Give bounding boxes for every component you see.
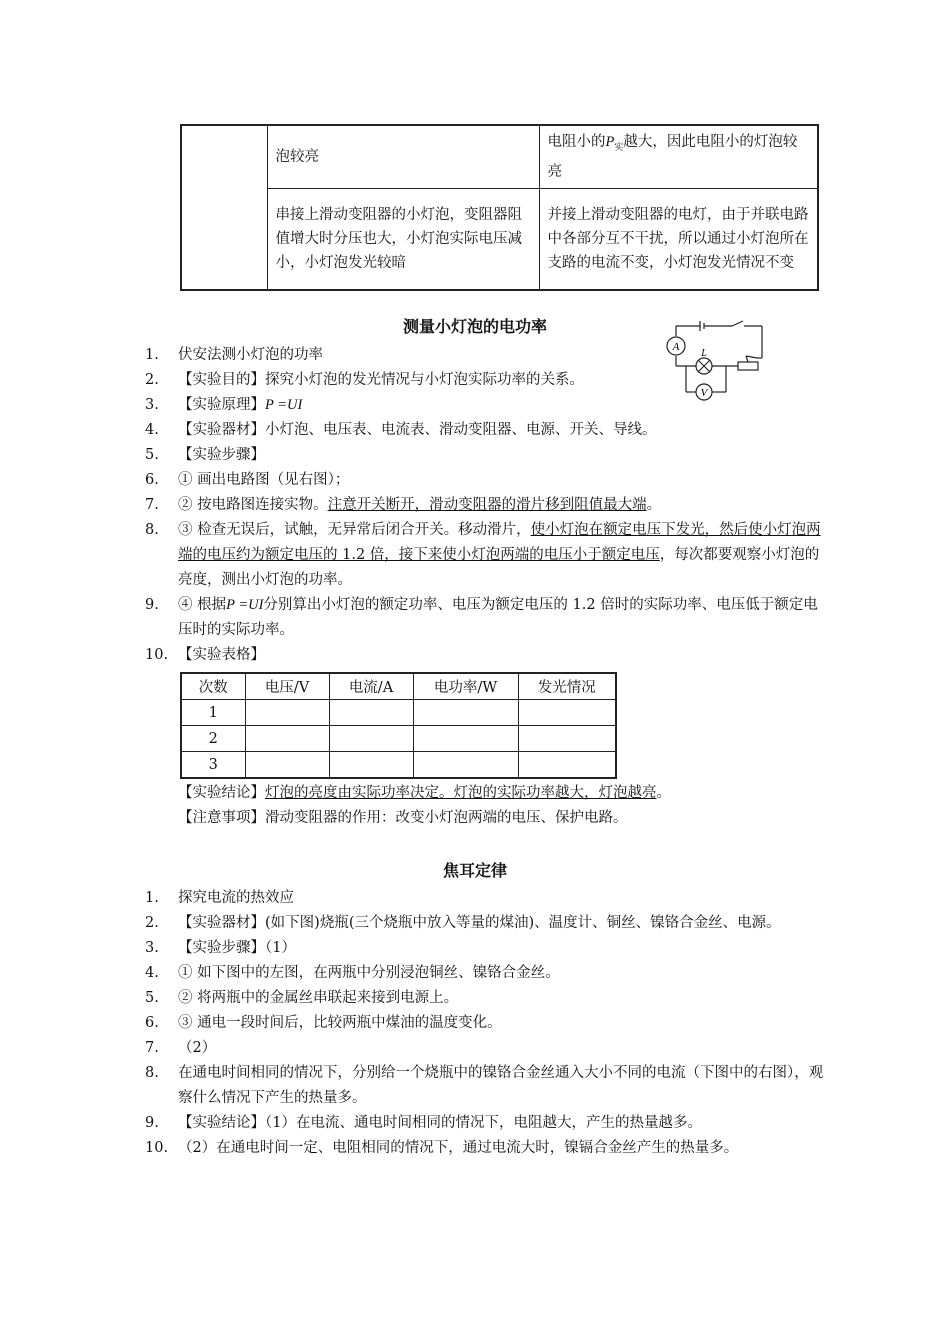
- item-text: ② 按电路图连接实物。: [178, 497, 328, 513]
- item-text: （2）在通电时间一定、电阻相同的情况下，通过电流大时，镍镉合金丝产生的热量多。: [178, 1140, 739, 1156]
- item-number: 7.: [145, 497, 159, 513]
- cell-text: 越大，因此电阻小的灯泡较亮: [547, 134, 798, 180]
- item-number: 8.: [145, 522, 159, 538]
- item-text: 【实验步骤】: [178, 447, 265, 463]
- list-item: [145, 643, 825, 668]
- item-text: 【实验结论】（1）在电流、通电时间相同的情况下，电阻越大，产生的热量越多。: [178, 1115, 702, 1131]
- item-text: 【实验原理】: [178, 397, 265, 413]
- item-text: ① 如下图中的左图，在两瓶中分别浸泡铜丝、镍铬合金丝。: [178, 965, 560, 981]
- item-number: 9.: [145, 1115, 159, 1131]
- item-text: 。: [646, 497, 662, 513]
- column-header: 电压/V: [245, 673, 329, 700]
- table-cell: 泡较亮: [267, 125, 539, 188]
- table-cell: [245, 752, 329, 779]
- item-number: 9.: [145, 597, 159, 613]
- list-item: [145, 886, 825, 911]
- table-cell: [329, 700, 413, 726]
- svg-text:L: L: [701, 348, 707, 359]
- row-index: 3: [181, 752, 245, 779]
- item-number: 6.: [145, 472, 159, 488]
- list-item: [145, 518, 825, 593]
- list-item: [145, 1011, 825, 1036]
- item-text: 分别算出小灯泡的额定功率、电压为额定电压的 1.2 倍时的实际功率、电压低于额定电压时的实际功率。: [178, 597, 818, 638]
- list-item: [145, 1061, 825, 1111]
- item-text: 【实验表格】: [178, 647, 265, 663]
- item-number: 10.: [145, 647, 169, 663]
- conclusion: [145, 781, 825, 806]
- table-header-row: [181, 673, 616, 700]
- item-text: ② 将两瓶中的金属丝串联起来接到电源上。: [178, 990, 459, 1006]
- table-cell: [518, 700, 616, 726]
- table-cell: [245, 726, 329, 752]
- item-number: 2.: [145, 372, 159, 388]
- item-text: 。: [656, 785, 671, 801]
- formula: P =UI: [226, 597, 264, 613]
- joule-experiment-list: [145, 886, 825, 1161]
- subscript: 实: [614, 142, 624, 153]
- notes: 【注意事项】滑动变阻器的作用：改变小灯泡两端的电压、保护电路。: [178, 810, 628, 826]
- item-text: 探究电流的热效应: [178, 890, 294, 906]
- conclusion-label: 【实验结论】: [178, 785, 265, 801]
- item-text: 【实验器材】(如下图)烧瓶(三个烧瓶中放入等量的煤油)、温度计、铜丝、镍铬合金丝、电源。: [178, 915, 781, 931]
- item-number: 5.: [145, 990, 159, 1006]
- table-cell: [245, 700, 329, 726]
- section-title-power: 测量小灯泡的电功率: [402, 317, 547, 336]
- item-text: ③ 通电一段时间后，比较两瓶中煤油的温度变化。: [178, 1015, 502, 1031]
- column-header: 次数: [181, 673, 245, 700]
- table-cell: [539, 125, 818, 188]
- list-item: [145, 443, 825, 468]
- item-text: 【实验器材】小灯泡、电压表、电流表、滑动变阻器、电源、开关、导线。: [178, 422, 657, 438]
- item-text: ④ 根据: [178, 597, 227, 613]
- list-item: [145, 1036, 825, 1061]
- item-number: 3.: [145, 940, 159, 956]
- item-number: 10.: [145, 1140, 169, 1156]
- experiment-table: [180, 672, 617, 779]
- cell-text: 电阻小的: [547, 134, 606, 150]
- row-index: 2: [181, 726, 245, 752]
- power-experiment-list: [145, 343, 825, 831]
- list-item: [145, 368, 825, 393]
- section-title-joule: 焦耳定律: [442, 861, 507, 880]
- row-index: 1: [181, 700, 245, 726]
- item-text: 伏安法测小灯泡的功率: [178, 347, 323, 363]
- underlined-text: 注意开关断开，滑动变阻器的滑片移到阻值最大端: [327, 497, 647, 513]
- column-header: 电功率/W: [413, 673, 518, 700]
- item-number: 4.: [145, 422, 159, 438]
- table-cell: [413, 752, 518, 779]
- svg-text:V: V: [700, 387, 708, 399]
- underlined-text: 使小灯泡在额定电压下发光，然后使小灯泡两端的电压约为额定电压的 1.2 倍，接下来使小灯泡两端的电压小于额定电压: [178, 522, 821, 563]
- item-number: 7.: [145, 1040, 159, 1056]
- list-item: [145, 911, 825, 936]
- list-item: [145, 1111, 825, 1136]
- list-item: [145, 1136, 825, 1161]
- underlined-text: 灯泡的亮度由实际功率决定。灯泡的实际功率越大，灯泡越亮: [265, 785, 657, 801]
- list-item: [145, 418, 825, 443]
- item-number: 8.: [145, 1065, 159, 1081]
- comparison-table: [180, 124, 819, 291]
- item-number: 1.: [145, 347, 159, 363]
- item-text: （2）: [178, 1040, 217, 1056]
- list-item: [145, 493, 825, 518]
- item-text: ，每次都要观察小灯泡的亮度，测出小灯泡的功率。: [178, 547, 820, 588]
- table-row: [181, 700, 616, 726]
- column-header: 发光情况: [518, 673, 616, 700]
- item-number: 3.: [145, 397, 159, 413]
- list-item: [145, 986, 825, 1011]
- item-number: 5.: [145, 447, 159, 463]
- table-cell: 串接上滑动变阻器的小灯泡，变阻器阻值增大时分压也大，小灯泡实际电压减小，小灯泡发光较暗: [267, 188, 539, 290]
- list-item: [145, 961, 825, 986]
- column-header: 电流/A: [329, 673, 413, 700]
- table-cell: [329, 752, 413, 779]
- item-number: 1.: [145, 890, 159, 906]
- table-cell: [518, 726, 616, 752]
- list-item: [145, 936, 825, 961]
- list-item: [145, 593, 825, 643]
- table-cell: 并接上滑动变阻器的电灯，由于并联电路中各部分互不干扰，所以通过小灯泡所在支路的电流不变，小灯泡发光情况不变: [539, 188, 818, 290]
- item-text: 在通电时间相同的情况下，分别给一个烧瓶中的镍铬合金丝通入大小不同的电流（下图中的右图），观察什么情况下产生的热量多。: [178, 1065, 824, 1106]
- table-cell-empty: [181, 125, 267, 290]
- item-text: 【实验步骤】（1）: [178, 940, 296, 956]
- power-symbol: P: [605, 134, 615, 150]
- item-number: 2.: [145, 915, 159, 931]
- svg-text:A: A: [672, 341, 680, 353]
- item-text: ③ 检查无误后，试触，无异常后闭合开关。移动滑片，: [178, 522, 531, 538]
- table-cell: [413, 726, 518, 752]
- table-cell: [518, 752, 616, 779]
- table-cell: [329, 726, 413, 752]
- formula: P =UI: [265, 397, 303, 413]
- item-text: ① 画出电路图（见右图）；: [178, 472, 350, 488]
- item-text: 【实验目的】探究小灯泡的发光情况与小灯泡实际功率的关系。: [178, 372, 584, 388]
- table-row: [181, 726, 616, 752]
- item-number: 6.: [145, 1015, 159, 1031]
- list-item: [145, 393, 825, 418]
- list-item: [145, 468, 825, 493]
- table-cell: [413, 700, 518, 726]
- item-number: 4.: [145, 965, 159, 981]
- table-row: [181, 752, 616, 779]
- list-item: [145, 343, 825, 368]
